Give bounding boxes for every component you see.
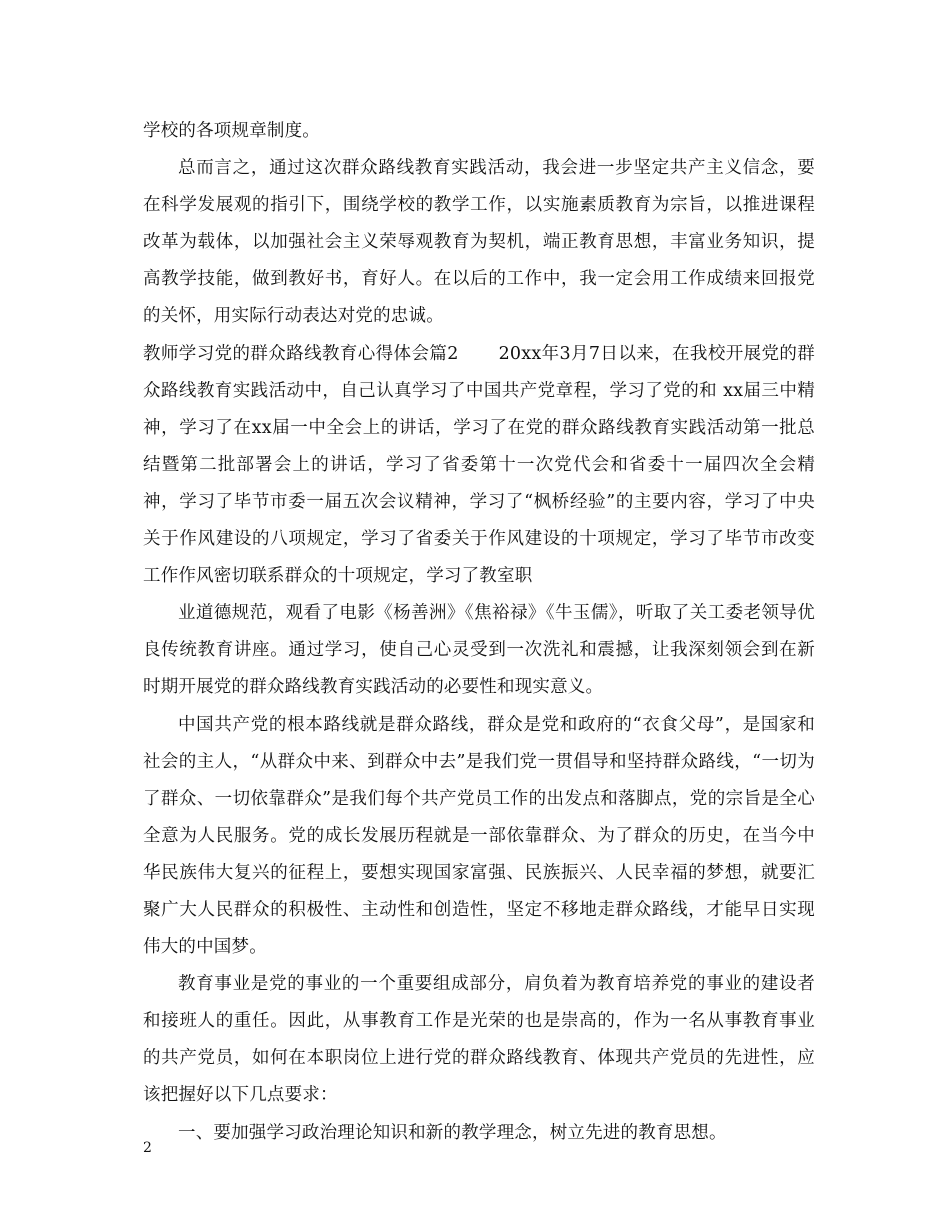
paragraph-education-cause: 教育事业是党的事业的一个重要组成部分，肩负着为教育培养党的事业的建设者和接班人的重任。因此，从事教育工作是光荣的也是崇高的，作为一名从事教育事业的共产党员，如何在本职岗位上进行党的群众路线教育、体现共产党员的先进性，应该把握好以下几点要求： [143, 974, 815, 1106]
paragraph-mass-line: 中国共产党的根本路线就是群众路线，群众是党和政府的“衣食父母”，是国家和社会的主人，“从群众中来、到群众中去”是我们党一贯倡导和坚持群众路线，“一切为了群众、一切依靠群众”是我们每个共产党员工作的出发点和落脚点，党的宗旨是全心全意为人民服务。党的成长发展历程就是一部依靠群众、为了群众的历史，在当今中华民族伟大复兴的征程上，要想实现国家富强、民族振兴、人民幸福的梦想，就要汇聚广大人民群众的积极性、主动性和创造性，坚定不移地走群众路线，才能早日实现伟大的中国梦。 [143, 714, 815, 958]
section-intro-text: 20xx年3月7日以来，在我校开展党的群众路线教育实践活动中，自己认真学习了中国共产党章程，学习了党的和 xx届三中精神，学习了在xx届一中全会上的讲话，学习了在党的群众路线教育实践活动第一批总结暨第二批部署会上的讲话，学习了省委第十一次党代会和省委十一届四次全会精神，学习了毕节市委一届五次会议精神，学习了“枫桥经验”的主要内容，学习了中央关于作风建设的八项规定，学习了省委关于作风建设的十项规定，学习了毕节市改变工作作风密切联系群众的十项规定，学习了教室职 [143, 343, 815, 587]
paragraph-section-start [143, 336, 815, 596]
paragraph-continuation: 学校的各项规章制度。 [143, 121, 320, 141]
section-title: 教师学习党的群众路线教育心得体会篇2 [143, 343, 459, 364]
document-body [143, 113, 815, 1152]
paragraph-study-results: 业道德规范，观看了电影《杨善洲》《焦裕禄》《牛玉儒》，听取了关工委老领导优良传统教育讲座。通过学习，使自己心灵受到一次洗礼和震撼，让我深刻领会到在新时期开展党的群众路线教育实践活动的必要性和现实意义。 [143, 603, 815, 698]
page-number: 2 [143, 1140, 152, 1156]
paragraph-conclusion: 总而言之，通过这次群众路线教育实践活动，我会进一步坚定共产主义信念，要在科学发展观的指引下，围绕学校的教学工作，以实施素质教育为宗旨，以推进课程改革为载体，以加强社会主义荣辱观教育为契机，端正教育思想，丰富业务知识，提高教学技能，做到教好书，育好人。在以后的工作中，我一定会用工作成绩来回报党的关怀，用实际行动表达对党的忠诚。 [143, 158, 815, 327]
paragraph-requirement-one: 一、要加强学习政治理论知识和新的教学理念，树立先进的教育思想。 [178, 1122, 727, 1143]
